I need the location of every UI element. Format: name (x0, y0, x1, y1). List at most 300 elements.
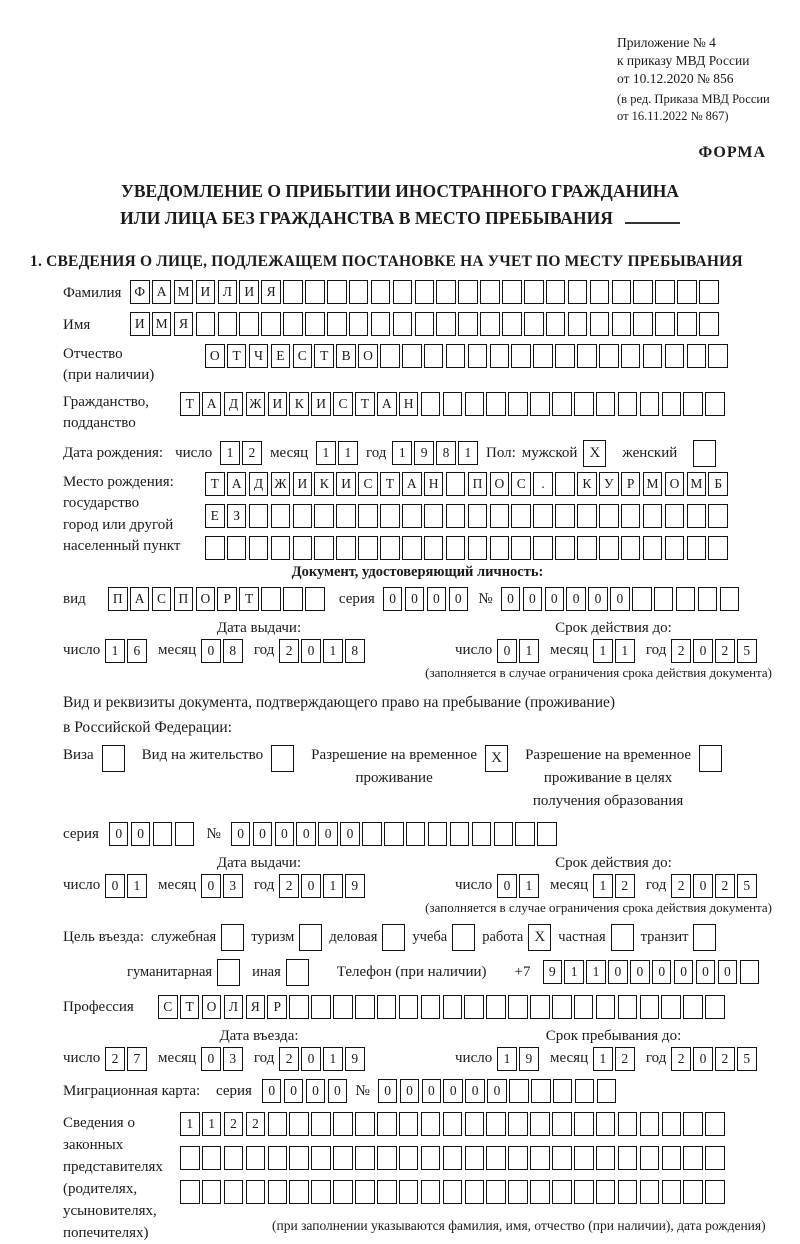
char-cell[interactable]: 1 (392, 441, 412, 465)
char-cell[interactable]: О (358, 344, 378, 368)
char-cell[interactable]: Н (424, 472, 444, 496)
char-cell[interactable] (662, 1146, 682, 1170)
char-cell[interactable] (249, 504, 269, 528)
char-cell[interactable] (371, 280, 391, 304)
char-cell[interactable]: 2 (615, 874, 635, 898)
char-cell[interactable] (480, 312, 500, 336)
char-cell[interactable] (555, 536, 575, 560)
char-cell[interactable] (597, 1079, 617, 1103)
temp-residence-checkbox[interactable]: X (485, 745, 508, 772)
char-cell[interactable]: С (293, 344, 313, 368)
char-cell[interactable]: З (227, 504, 247, 528)
char-cell[interactable]: 0 (301, 874, 321, 898)
other-checkbox[interactable] (286, 959, 309, 986)
char-cell[interactable] (502, 280, 522, 304)
char-cell[interactable]: О (205, 344, 225, 368)
char-cell[interactable]: Ж (246, 392, 266, 416)
char-cell[interactable] (552, 995, 572, 1019)
char-cell[interactable] (552, 1180, 572, 1204)
char-cell[interactable]: Т (380, 472, 400, 496)
char-cell[interactable] (640, 1180, 660, 1204)
char-cell[interactable]: 1 (497, 1047, 517, 1071)
char-cell[interactable] (399, 1112, 419, 1136)
char-cell[interactable] (676, 587, 696, 611)
char-cell[interactable] (327, 280, 347, 304)
char-cell[interactable] (465, 1180, 485, 1204)
char-cell[interactable]: Я (246, 995, 266, 1019)
char-cell[interactable] (708, 536, 728, 560)
char-cell[interactable] (490, 344, 510, 368)
char-cell[interactable] (289, 1112, 309, 1136)
char-cell[interactable] (599, 536, 619, 560)
char-cell[interactable]: 7 (127, 1047, 147, 1071)
char-cell[interactable]: А (377, 392, 397, 416)
char-cell[interactable] (546, 280, 566, 304)
char-cell[interactable] (333, 1112, 353, 1136)
char-cell[interactable] (458, 280, 478, 304)
char-cell[interactable] (355, 1112, 375, 1136)
char-cell[interactable]: 0 (652, 960, 672, 984)
char-cell[interactable] (480, 280, 500, 304)
char-cell[interactable] (574, 1146, 594, 1170)
char-cell[interactable] (509, 1079, 529, 1103)
char-cell[interactable] (283, 280, 303, 304)
business-checkbox[interactable] (382, 924, 405, 951)
char-cell[interactable]: 0 (566, 587, 586, 611)
char-cell[interactable]: 1 (519, 874, 539, 898)
char-cell[interactable] (380, 344, 400, 368)
char-cell[interactable] (508, 995, 528, 1019)
char-cell[interactable] (677, 280, 697, 304)
char-cell[interactable] (349, 312, 369, 336)
char-cell[interactable]: 1 (316, 441, 336, 465)
char-cell[interactable] (568, 312, 588, 336)
char-cell[interactable] (665, 504, 685, 528)
char-cell[interactable] (446, 344, 466, 368)
char-cell[interactable] (590, 280, 610, 304)
char-cell[interactable] (327, 312, 347, 336)
char-cell[interactable]: 3 (223, 1047, 243, 1071)
char-cell[interactable] (271, 504, 291, 528)
char-cell[interactable] (490, 536, 510, 560)
char-cell[interactable] (421, 995, 441, 1019)
char-cell[interactable] (577, 536, 597, 560)
char-cell[interactable]: Я (174, 312, 194, 336)
char-cell[interactable]: Ч (249, 344, 269, 368)
char-cell[interactable] (465, 1112, 485, 1136)
char-cell[interactable]: Т (180, 995, 200, 1019)
char-cell[interactable]: 0 (306, 1079, 326, 1103)
char-cell[interactable]: 0 (693, 1047, 713, 1071)
char-cell[interactable]: И (239, 280, 259, 304)
char-cell[interactable] (377, 1112, 397, 1136)
char-cell[interactable] (271, 536, 291, 560)
char-cell[interactable] (443, 995, 463, 1019)
char-cell[interactable]: Т (227, 344, 247, 368)
char-cell[interactable] (218, 312, 238, 336)
char-cell[interactable] (202, 1146, 222, 1170)
char-cell[interactable] (555, 472, 575, 496)
char-cell[interactable] (515, 822, 535, 846)
char-cell[interactable]: 2 (246, 1112, 266, 1136)
char-cell[interactable]: В (336, 344, 356, 368)
char-cell[interactable] (443, 1180, 463, 1204)
char-cell[interactable] (311, 1180, 331, 1204)
char-cell[interactable]: П (108, 587, 128, 611)
char-cell[interactable]: О (665, 472, 685, 496)
char-cell[interactable]: О (490, 472, 510, 496)
char-cell[interactable] (428, 822, 448, 846)
char-cell[interactable] (698, 587, 718, 611)
char-cell[interactable] (424, 504, 444, 528)
char-cell[interactable] (311, 1146, 331, 1170)
char-cell[interactable] (465, 392, 485, 416)
char-cell[interactable] (687, 536, 707, 560)
char-cell[interactable] (421, 1180, 441, 1204)
char-cell[interactable]: 0 (340, 822, 360, 846)
char-cell[interactable] (575, 1079, 595, 1103)
char-cell[interactable]: Т (239, 587, 259, 611)
char-cell[interactable] (708, 504, 728, 528)
char-cell[interactable] (443, 1146, 463, 1170)
char-cell[interactable] (662, 1180, 682, 1204)
char-cell[interactable] (502, 312, 522, 336)
char-cell[interactable]: П (468, 472, 488, 496)
char-cell[interactable] (530, 995, 550, 1019)
char-cell[interactable]: 2 (279, 1047, 299, 1071)
char-cell[interactable] (596, 1112, 616, 1136)
char-cell[interactable]: 3 (223, 874, 243, 898)
char-cell[interactable] (399, 995, 419, 1019)
char-cell[interactable] (640, 1112, 660, 1136)
char-cell[interactable]: 1 (586, 960, 606, 984)
char-cell[interactable]: 0 (545, 587, 565, 611)
char-cell[interactable]: 0 (131, 822, 151, 846)
transit-checkbox[interactable] (693, 924, 716, 951)
char-cell[interactable] (590, 312, 610, 336)
char-cell[interactable]: 2 (279, 874, 299, 898)
char-cell[interactable] (568, 280, 588, 304)
temp-residence-education-checkbox[interactable] (699, 745, 722, 772)
char-cell[interactable]: О (196, 587, 216, 611)
char-cell[interactable] (643, 504, 663, 528)
char-cell[interactable] (524, 312, 544, 336)
char-cell[interactable] (687, 504, 707, 528)
char-cell[interactable] (305, 312, 325, 336)
char-cell[interactable]: 2 (224, 1112, 244, 1136)
char-cell[interactable] (533, 504, 553, 528)
char-cell[interactable]: Л (218, 280, 238, 304)
char-cell[interactable]: 0 (523, 587, 543, 611)
char-cell[interactable] (552, 1112, 572, 1136)
char-cell[interactable]: 0 (674, 960, 694, 984)
char-cell[interactable]: И (311, 392, 331, 416)
char-cell[interactable] (618, 1180, 638, 1204)
char-cell[interactable]: 0 (201, 874, 221, 898)
char-cell[interactable] (458, 312, 478, 336)
char-cell[interactable]: Д (224, 392, 244, 416)
char-cell[interactable] (261, 587, 281, 611)
char-cell[interactable] (555, 344, 575, 368)
char-cell[interactable] (468, 504, 488, 528)
char-cell[interactable]: С (152, 587, 172, 611)
char-cell[interactable]: 1 (615, 639, 635, 663)
char-cell[interactable] (436, 312, 456, 336)
char-cell[interactable] (424, 344, 444, 368)
char-cell[interactable] (612, 312, 632, 336)
residence-permit-checkbox[interactable] (271, 745, 294, 772)
char-cell[interactable] (530, 1112, 550, 1136)
char-cell[interactable] (621, 344, 641, 368)
char-cell[interactable]: 0 (378, 1079, 398, 1103)
char-cell[interactable]: 5 (737, 1047, 757, 1071)
char-cell[interactable] (486, 1146, 506, 1170)
char-cell[interactable]: Т (314, 344, 334, 368)
char-cell[interactable]: А (130, 587, 150, 611)
char-cell[interactable] (289, 995, 309, 1019)
char-cell[interactable]: 0 (696, 960, 716, 984)
char-cell[interactable] (393, 312, 413, 336)
char-cell[interactable] (705, 392, 725, 416)
char-cell[interactable] (486, 1112, 506, 1136)
char-cell[interactable]: 9 (345, 1047, 365, 1071)
char-cell[interactable] (380, 504, 400, 528)
char-cell[interactable]: С (333, 392, 353, 416)
char-cell[interactable]: 2 (671, 874, 691, 898)
char-cell[interactable]: 0 (253, 822, 273, 846)
char-cell[interactable] (293, 504, 313, 528)
char-cell[interactable] (239, 312, 259, 336)
char-cell[interactable] (553, 1079, 573, 1103)
char-cell[interactable]: 0 (608, 960, 628, 984)
char-cell[interactable]: К (289, 392, 309, 416)
char-cell[interactable] (355, 1180, 375, 1204)
char-cell[interactable]: 2 (615, 1047, 635, 1071)
char-cell[interactable]: Н (399, 392, 419, 416)
humanitarian-checkbox[interactable] (217, 959, 240, 986)
char-cell[interactable] (640, 1146, 660, 1170)
char-cell[interactable] (399, 1146, 419, 1170)
char-cell[interactable] (358, 536, 378, 560)
char-cell[interactable]: А (152, 280, 172, 304)
char-cell[interactable]: 2 (105, 1047, 125, 1071)
char-cell[interactable] (202, 1180, 222, 1204)
char-cell[interactable]: 0 (405, 587, 425, 611)
char-cell[interactable] (224, 1180, 244, 1204)
char-cell[interactable]: 0 (262, 1079, 282, 1103)
char-cell[interactable] (574, 392, 594, 416)
char-cell[interactable] (446, 504, 466, 528)
char-cell[interactable]: 0 (465, 1079, 485, 1103)
char-cell[interactable] (699, 280, 719, 304)
char-cell[interactable]: 0 (109, 822, 129, 846)
char-cell[interactable] (577, 344, 597, 368)
char-cell[interactable] (618, 392, 638, 416)
char-cell[interactable]: Ж (271, 472, 291, 496)
char-cell[interactable]: М (643, 472, 663, 496)
char-cell[interactable] (643, 536, 663, 560)
char-cell[interactable] (402, 504, 422, 528)
char-cell[interactable]: 1 (323, 874, 343, 898)
char-cell[interactable] (380, 536, 400, 560)
char-cell[interactable] (333, 995, 353, 1019)
char-cell[interactable] (708, 344, 728, 368)
char-cell[interactable] (246, 1146, 266, 1170)
char-cell[interactable] (486, 995, 506, 1019)
char-cell[interactable] (446, 472, 466, 496)
char-cell[interactable] (643, 344, 663, 368)
char-cell[interactable]: Е (271, 344, 291, 368)
char-cell[interactable] (577, 504, 597, 528)
private-checkbox[interactable] (611, 924, 634, 951)
char-cell[interactable] (508, 1180, 528, 1204)
char-cell[interactable]: 0 (296, 822, 316, 846)
char-cell[interactable] (531, 1079, 551, 1103)
char-cell[interactable]: 0 (588, 587, 608, 611)
char-cell[interactable]: 9 (543, 960, 563, 984)
char-cell[interactable] (618, 995, 638, 1019)
char-cell[interactable] (283, 587, 303, 611)
char-cell[interactable] (268, 1146, 288, 1170)
char-cell[interactable] (289, 1146, 309, 1170)
char-cell[interactable] (640, 392, 660, 416)
char-cell[interactable]: 1 (202, 1112, 222, 1136)
char-cell[interactable] (661, 995, 681, 1019)
char-cell[interactable] (464, 995, 484, 1019)
char-cell[interactable]: 9 (345, 874, 365, 898)
char-cell[interactable] (533, 344, 553, 368)
char-cell[interactable] (533, 536, 553, 560)
char-cell[interactable] (314, 504, 334, 528)
char-cell[interactable]: Б (708, 472, 728, 496)
char-cell[interactable] (305, 280, 325, 304)
char-cell[interactable]: Л (224, 995, 244, 1019)
char-cell[interactable]: 1 (127, 874, 147, 898)
char-cell[interactable] (283, 312, 303, 336)
char-cell[interactable] (180, 1146, 200, 1170)
char-cell[interactable] (314, 536, 334, 560)
char-cell[interactable] (436, 280, 456, 304)
gender-female-checkbox[interactable] (693, 440, 716, 467)
char-cell[interactable] (421, 392, 441, 416)
char-cell[interactable]: 0 (449, 587, 469, 611)
char-cell[interactable]: У (599, 472, 619, 496)
char-cell[interactable] (574, 995, 594, 1019)
char-cell[interactable]: 0 (630, 960, 650, 984)
char-cell[interactable] (305, 587, 325, 611)
char-cell[interactable] (618, 1112, 638, 1136)
char-cell[interactable] (468, 536, 488, 560)
char-cell[interactable]: 1 (593, 639, 613, 663)
char-cell[interactable]: . (533, 472, 553, 496)
char-cell[interactable]: Д (249, 472, 269, 496)
char-cell[interactable]: 1 (458, 441, 478, 465)
char-cell[interactable] (705, 1146, 725, 1170)
char-cell[interactable] (402, 344, 422, 368)
char-cell[interactable]: 1 (180, 1112, 200, 1136)
char-cell[interactable]: А (227, 472, 247, 496)
char-cell[interactable] (336, 504, 356, 528)
char-cell[interactable] (406, 822, 426, 846)
char-cell[interactable]: И (268, 392, 288, 416)
char-cell[interactable] (180, 1180, 200, 1204)
char-cell[interactable] (705, 1112, 725, 1136)
char-cell[interactable]: Т (180, 392, 200, 416)
official-checkbox[interactable] (221, 924, 244, 951)
char-cell[interactable] (333, 1146, 353, 1170)
char-cell[interactable] (574, 1112, 594, 1136)
char-cell[interactable] (665, 536, 685, 560)
char-cell[interactable]: Т (205, 472, 225, 496)
char-cell[interactable] (687, 344, 707, 368)
char-cell[interactable]: Т (355, 392, 375, 416)
char-cell[interactable]: П (174, 587, 194, 611)
char-cell[interactable]: С (358, 472, 378, 496)
char-cell[interactable] (424, 536, 444, 560)
char-cell[interactable] (511, 504, 531, 528)
char-cell[interactable]: 0 (487, 1079, 507, 1103)
char-cell[interactable]: 0 (497, 874, 517, 898)
char-cell[interactable]: 1 (323, 1047, 343, 1071)
char-cell[interactable] (618, 1146, 638, 1170)
char-cell[interactable] (399, 1180, 419, 1204)
char-cell[interactable]: Р (621, 472, 641, 496)
char-cell[interactable] (402, 536, 422, 560)
char-cell[interactable] (494, 822, 514, 846)
char-cell[interactable]: 9 (519, 1047, 539, 1071)
char-cell[interactable]: 0 (328, 1079, 348, 1103)
char-cell[interactable]: 0 (427, 587, 447, 611)
char-cell[interactable]: К (314, 472, 334, 496)
char-cell[interactable]: 0 (693, 874, 713, 898)
char-cell[interactable]: 0 (610, 587, 630, 611)
char-cell[interactable]: 0 (105, 874, 125, 898)
char-cell[interactable] (362, 822, 382, 846)
char-cell[interactable] (443, 392, 463, 416)
char-cell[interactable] (377, 1146, 397, 1170)
char-cell[interactable]: 0 (693, 639, 713, 663)
char-cell[interactable] (490, 504, 510, 528)
char-cell[interactable] (355, 995, 375, 1019)
char-cell[interactable]: 0 (201, 1047, 221, 1071)
char-cell[interactable]: 1 (220, 441, 240, 465)
char-cell[interactable]: Р (217, 587, 237, 611)
char-cell[interactable] (358, 504, 378, 528)
char-cell[interactable]: О (202, 995, 222, 1019)
char-cell[interactable] (421, 1146, 441, 1170)
char-cell[interactable]: 0 (284, 1079, 304, 1103)
char-cell[interactable]: И (196, 280, 216, 304)
char-cell[interactable] (311, 1112, 331, 1136)
char-cell[interactable] (393, 280, 413, 304)
char-cell[interactable] (465, 1146, 485, 1170)
work-checkbox[interactable]: X (528, 924, 551, 951)
char-cell[interactable] (621, 536, 641, 560)
char-cell[interactable]: 0 (231, 822, 251, 846)
char-cell[interactable] (655, 312, 675, 336)
char-cell[interactable] (683, 995, 703, 1019)
char-cell[interactable] (268, 1112, 288, 1136)
char-cell[interactable]: 2 (242, 441, 262, 465)
char-cell[interactable] (349, 280, 369, 304)
char-cell[interactable] (205, 536, 225, 560)
char-cell[interactable] (511, 536, 531, 560)
char-cell[interactable]: М (174, 280, 194, 304)
char-cell[interactable]: И (130, 312, 150, 336)
char-cell[interactable]: 1 (323, 639, 343, 663)
char-cell[interactable] (530, 1180, 550, 1204)
char-cell[interactable] (683, 1112, 703, 1136)
